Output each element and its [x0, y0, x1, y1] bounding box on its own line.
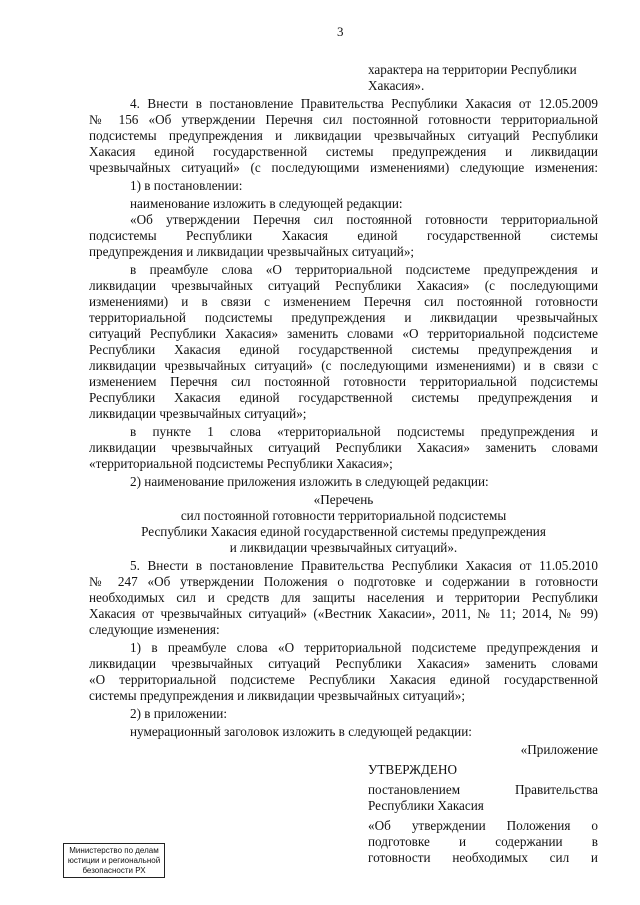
text-line: 1) в преамбуле слова «О территориальной подсистеме предупреждения и: [130, 640, 598, 655]
text-line: необходимых сил и средств для защиты населения и территории Республики: [89, 590, 598, 605]
text-line: 5. Внести в постановление Правительства Республики Хакасия от 11.05.2010: [130, 558, 598, 573]
text-line: ликвидации чрезвычайных ситуаций Республики Хакасия» заменить словами: [89, 440, 598, 455]
text-line: и ликвидации чрезвычайных ситуаций».: [229, 540, 458, 555]
text-line: изменениями) и в связи с изменением Перечня сил постоянной готовности: [89, 294, 598, 309]
text-line: нумерационный заголовок изложить в следующей редакции:: [130, 724, 472, 739]
text-line: характера на территории Республики: [368, 62, 577, 77]
text-line: подсистемы Республики Хакасия единой государственной системы: [89, 228, 598, 243]
text-line: Республики Хакасия: [368, 798, 484, 813]
ministry-stamp: [63, 843, 165, 878]
text-line: территориальной подсистемы предупреждения и ликвидации чрезвычайных: [89, 310, 598, 325]
text-line: постановлением Правительства: [368, 782, 598, 797]
text-line: ликвидации чрезвычайных ситуаций» (с последующими изменениями) и в связи с: [89, 358, 598, 373]
text-line: следующие изменения:: [89, 622, 220, 637]
stamp-line: Министерство по делам: [69, 846, 159, 855]
text-line: «Об утверждении Положения о: [368, 818, 598, 833]
text-line: подготовке и содержании в: [368, 834, 598, 849]
text-line: «О территориальной подсистеме Республики Хакасия единой государственной: [89, 672, 598, 687]
text-line: подсистемы предупреждения и ликвидации чрезвычайных ситуаций Республики: [89, 128, 598, 143]
text-line: сил постоянной готовности территориальной подсистемы: [180, 508, 507, 523]
text-line: ликвидации чрезвычайных ситуаций Республики Хакасия» заменить словами: [89, 656, 598, 671]
text-line: № 156 «Об утверждении Перечня сил постоянной готовности территориальной: [89, 112, 598, 127]
text-line: 4. Внести в постановление Правительства Республики Хакасия от 12.05.2009: [130, 96, 598, 111]
text-line: ликвидации чрезвычайных ситуаций»;: [89, 406, 307, 421]
text-line: предупреждения и ликвидации чрезвычайных ситуаций»;: [89, 244, 415, 259]
text-line: наименование изложить в следующей редакции:: [130, 196, 403, 211]
text-line: 1) в постановлении:: [130, 178, 243, 193]
text-line: «территориальной подсистемы Республики Хакасия»;: [89, 456, 393, 471]
text-line: Республики Хакасия единой государственной системы предупреждения и: [89, 390, 598, 405]
text-line: 2) в приложении:: [130, 706, 227, 721]
text-line: изменением Перечня сил постоянной готовности территориальной подсистемы: [89, 374, 598, 389]
stamp-line: безопасности РХ: [82, 866, 146, 875]
text-line: чрезвычайных ситуаций» (с последующими изменениями) следующие изменения:: [89, 160, 598, 175]
text-line: «Приложение: [520, 742, 598, 757]
text-line: в пункте 1 слова «территориальной подсистемы предупреждения и: [130, 424, 598, 439]
text-line: готовности необходимых сил и: [368, 850, 598, 865]
text-line: в преамбуле слова «О территориальной подсистеме предупреждения и: [130, 262, 598, 277]
text-line: системы предупреждения и ликвидации чрезвычайных ситуаций»;: [89, 688, 465, 703]
text-line: Республики Хакасия единой государственной системы предупреждения и: [89, 342, 598, 357]
text-line: ликвидации чрезвычайных ситуаций Республики Хакасия» (с последующими: [89, 278, 598, 293]
text-line: «Об утверждении Перечня сил постоянной готовности территориальной: [130, 212, 598, 227]
text-line: ситуаций Республики Хакасия» заменить словами «О территориальной подсистеме: [89, 326, 598, 341]
text-line: Хакасия единой государственной системы предупреждения и ликвидации: [89, 144, 598, 159]
text-line: Республики Хакасия единой государственной системы предупреждения: [141, 524, 546, 539]
stamp-line: юстиции и региональной: [67, 856, 161, 865]
text-line: 2) наименование приложения изложить в следующей редакции:: [130, 474, 489, 489]
text-line: № 247 «Об утверждении Положения о подготовке и содержании в готовности: [89, 574, 598, 589]
text-line: Хакасия».: [368, 78, 425, 93]
text-line: УТВЕРЖДЕНО: [368, 762, 458, 777]
text-line: Хакасия от чрезвычайных ситуаций» («Вестник Хакасии», 2011, № 11; 2014, № 99): [89, 606, 598, 621]
text-line: «Перечень: [313, 492, 374, 507]
page-number: 3: [337, 24, 344, 39]
